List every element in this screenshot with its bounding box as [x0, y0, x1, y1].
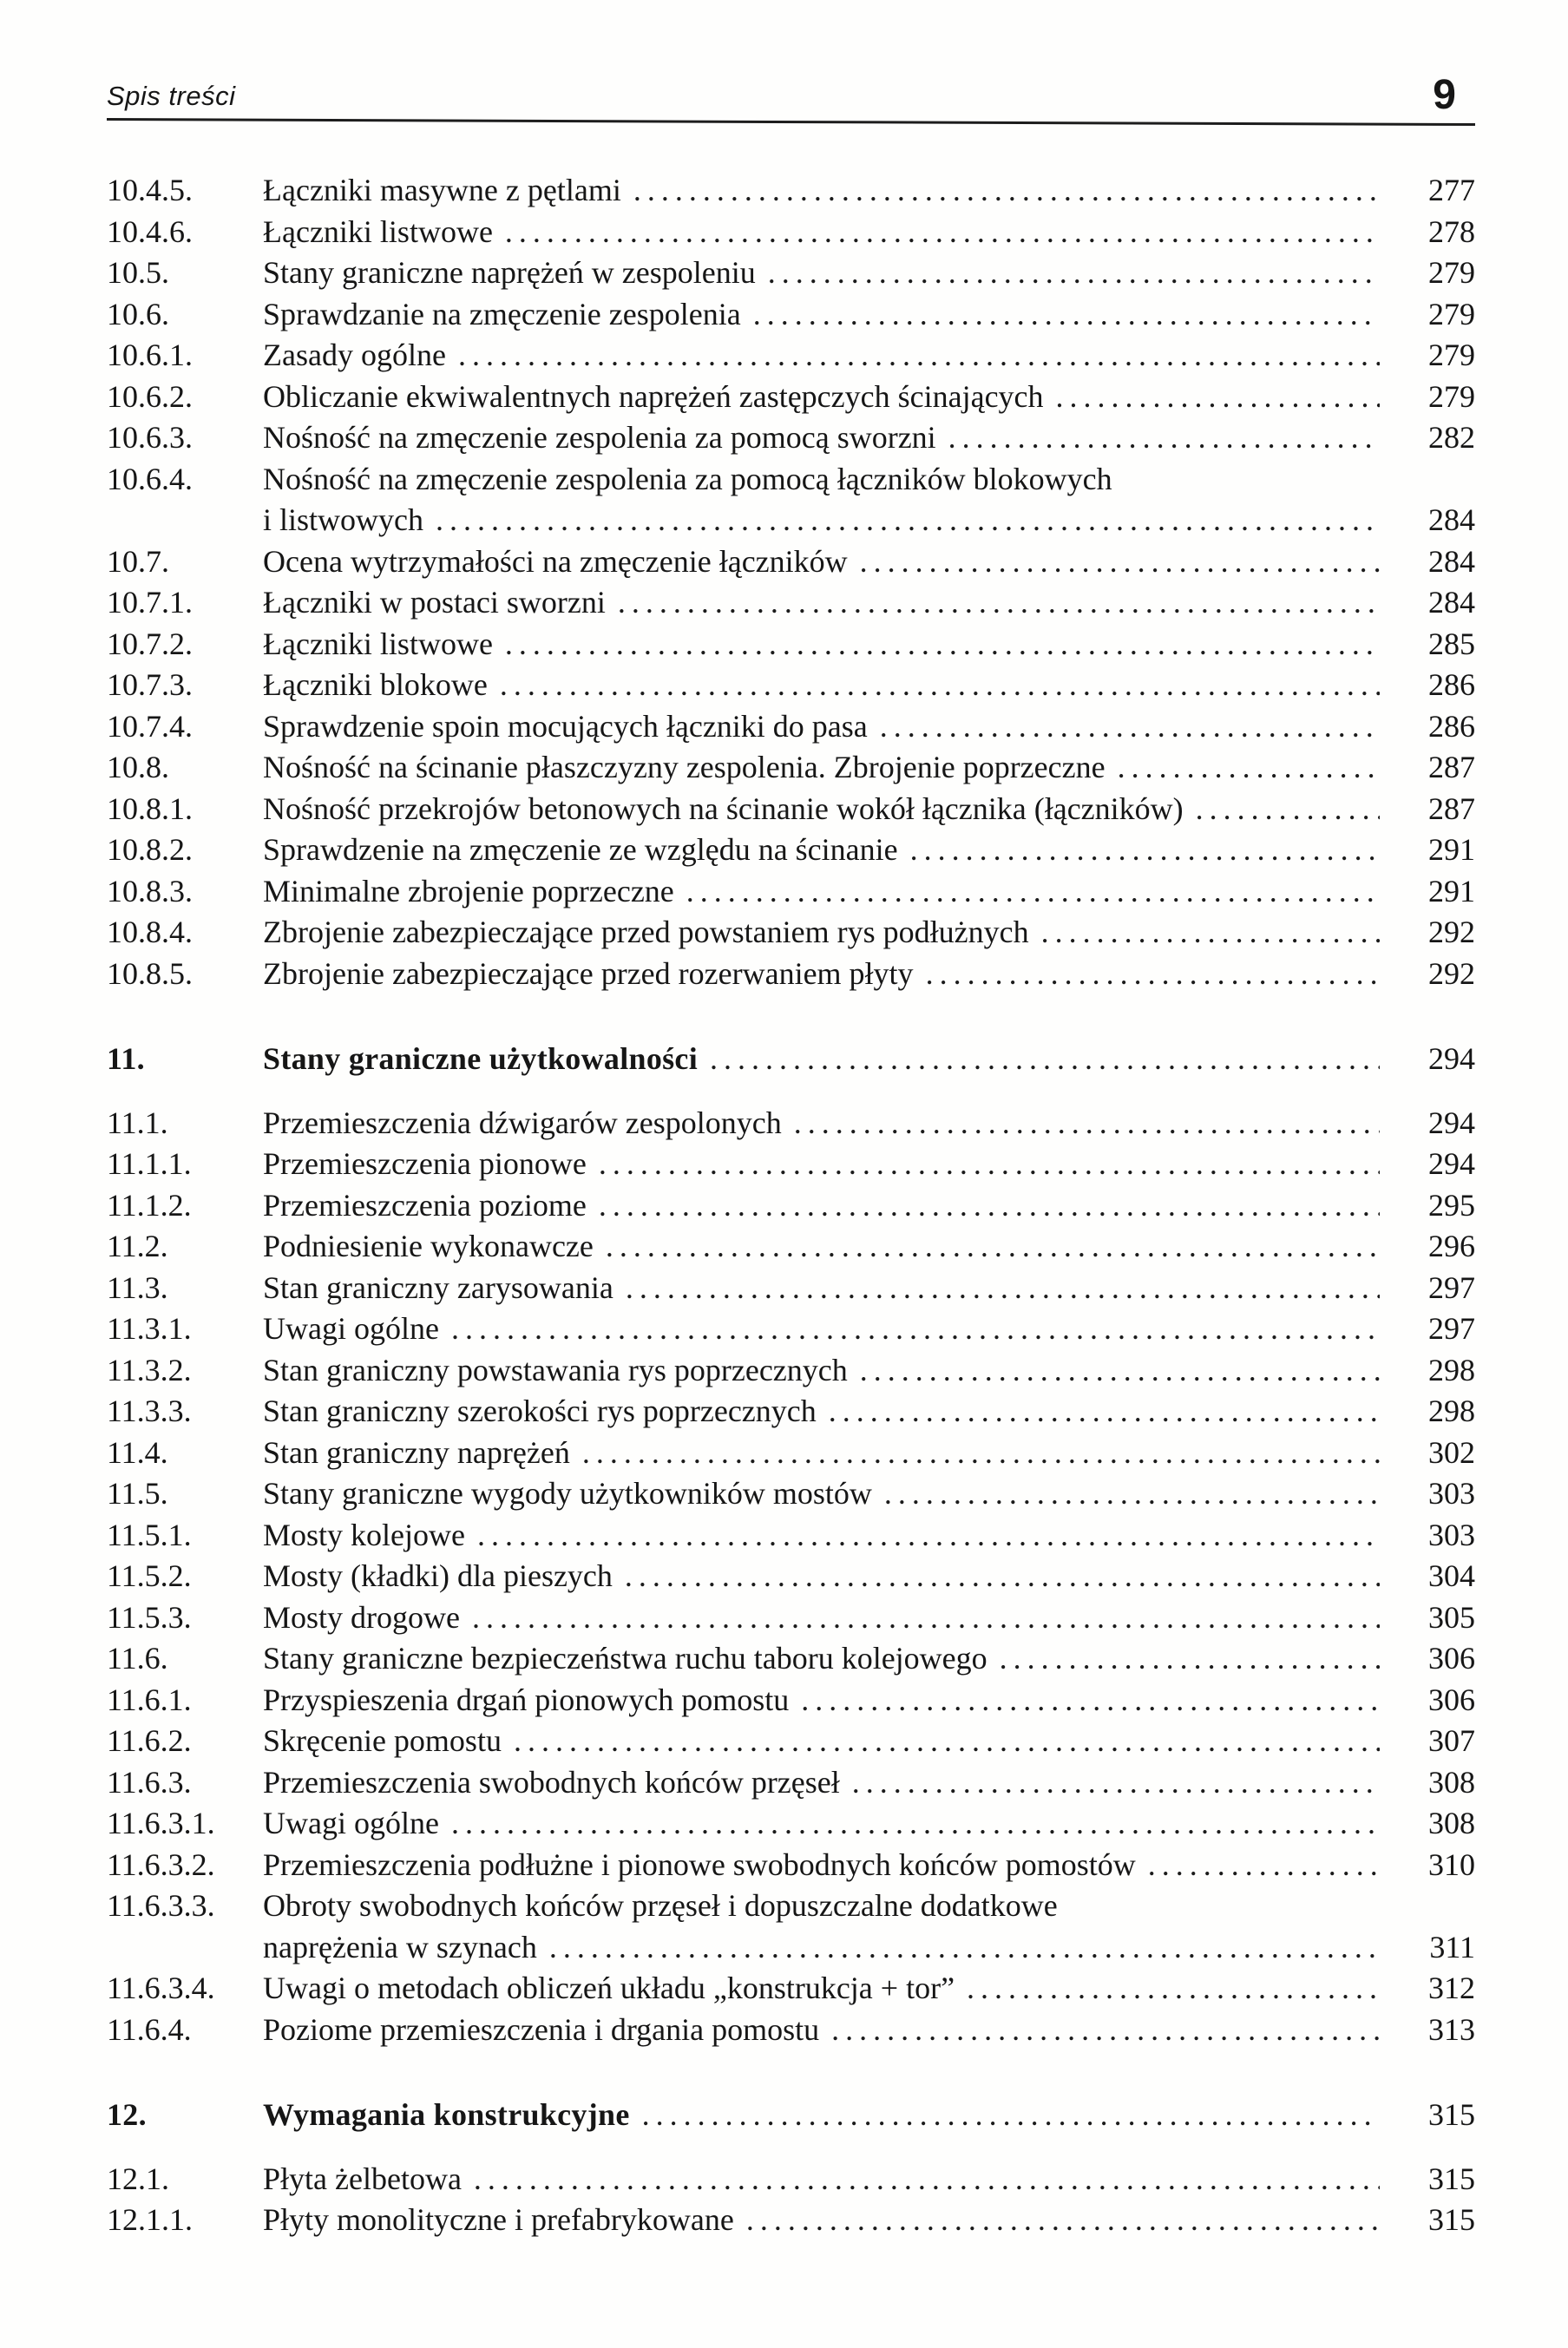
page-number: 279	[1428, 255, 1475, 290]
dot-leader	[599, 1185, 1380, 1227]
entry-title: Sprawdzanie na zmęczenie zespolenia	[263, 296, 741, 331]
entry-title: Mosty drogowe	[263, 1599, 460, 1635]
page-number: 296	[1428, 1229, 1475, 1263]
dot-leader	[633, 170, 1380, 212]
dot-leader	[768, 253, 1380, 294]
page-number: 279	[1428, 338, 1475, 372]
toc-entry	[107, 377, 1475, 418]
entry-number: 11.6.4.	[107, 2011, 192, 2047]
toc-entry	[107, 1391, 1475, 1433]
toc-entry	[107, 1845, 1475, 1886]
page-number: 292	[1428, 915, 1475, 949]
entry-number: 10.7.3.	[107, 667, 193, 702]
dot-leader	[500, 665, 1380, 706]
entry-title: Przemieszczenia pionowe	[263, 1146, 587, 1181]
toc-entry	[107, 1886, 1475, 1927]
toc-entry	[107, 1515, 1475, 1557]
entry-title: Nośność na zmęczenie zespolenia za pomocą łączników blokowych	[263, 461, 1112, 496]
dot-leader	[582, 1433, 1380, 1474]
entry-number: 11.6.1.	[107, 1682, 192, 1717]
dot-leader	[746, 2200, 1380, 2241]
page-number: 284	[1428, 585, 1475, 620]
toc-entry	[107, 1762, 1475, 1804]
entry-title: Łączniki blokowe	[263, 667, 488, 702]
toc-entry	[107, 253, 1475, 294]
entry-number: 11.6.2.	[107, 1723, 192, 1758]
toc-entry	[107, 1473, 1475, 1515]
entry-number: 11.	[107, 1041, 145, 1076]
toc-entry	[107, 1185, 1475, 1227]
page-number: 310	[1428, 1846, 1475, 1882]
page-number: 298	[1428, 1394, 1475, 1428]
page-number: 306	[1428, 1682, 1475, 1717]
page-number: 284	[1428, 502, 1475, 537]
entry-title: Stan graniczny naprężeń	[263, 1434, 570, 1470]
entry-title: Łączniki listwowe	[263, 626, 493, 661]
toc-entry	[107, 335, 1475, 377]
dot-leader	[948, 417, 1380, 459]
entry-title: i listwowych	[263, 502, 423, 537]
dot-leader	[831, 2010, 1380, 2051]
entry-number: 10.7.2.	[107, 626, 193, 661]
page-number: 284	[1428, 543, 1475, 579]
entry-number: 11.3.	[107, 1269, 168, 1305]
dot-leader	[1041, 912, 1380, 954]
entry-title: Ocena wytrzymałości na zmęczenie łączników	[263, 543, 848, 579]
toc-entry	[107, 706, 1475, 748]
toc-entry	[107, 747, 1475, 789]
entry-number: 10.4.5.	[107, 173, 193, 207]
page-number: 298	[1428, 1352, 1475, 1387]
page-number: 313	[1428, 2011, 1475, 2047]
dot-leader	[436, 500, 1380, 541]
entry-title: Przemieszczenia podłużne i pionowe swobodnych końców pomostów	[263, 1846, 1136, 1882]
page-number: 295	[1428, 1187, 1475, 1223]
entry-title: Przemieszczenia poziome	[263, 1187, 587, 1223]
dot-leader	[852, 1762, 1380, 1804]
page-number: 291	[1428, 832, 1475, 867]
entry-title: Stany graniczne bezpieczeństwa ruchu taboru kolejowego	[263, 1641, 987, 1676]
page-number: 315	[1428, 2161, 1475, 2196]
dot-leader	[710, 1039, 1380, 1080]
entry-title: Płyty monolityczne i prefabrykowane	[263, 2202, 734, 2237]
entry-title: Podniesienie wykonawcze	[263, 1229, 594, 1263]
dot-leader	[474, 2159, 1380, 2200]
dot-leader	[618, 582, 1380, 624]
toc-entry	[107, 1927, 1475, 1969]
entry-title: Przemieszczenia swobodnych końców przęseł	[263, 1764, 840, 1800]
page-number: 308	[1428, 1764, 1475, 1800]
entry-title: Przyspieszenia drgań pionowych pomostu	[263, 1682, 790, 1717]
entry-title: naprężenia w szynach	[263, 1929, 537, 1964]
page-header-title: Spis treści	[107, 81, 236, 111]
entry-title: Nośność na zmęczenie zespolenia za pomocą sworzni	[263, 420, 936, 455]
page-number: 308	[1428, 1806, 1475, 1840]
dot-leader	[626, 1268, 1380, 1309]
dot-leader	[686, 871, 1380, 913]
page-number: 286	[1428, 667, 1475, 702]
entry-number: 10.8.2.	[107, 832, 193, 867]
dot-leader	[794, 1103, 1380, 1144]
toc-entry	[107, 1721, 1475, 1762]
entry-number: 10.6.	[107, 296, 169, 331]
entry-title: Obliczanie ekwiwalentnych naprężeń zastępczych ścinających	[263, 378, 1044, 414]
toc-entry	[107, 1433, 1475, 1474]
page-number: 306	[1428, 1641, 1475, 1676]
page-number: 303	[1428, 1517, 1475, 1552]
toc-entry	[107, 1556, 1475, 1597]
entry-number: 11.6.3.2.	[107, 1846, 215, 1882]
toc-entry	[107, 1597, 1475, 1639]
entry-number: 10.4.6.	[107, 213, 193, 249]
entry-title: Przemieszczenia dźwigarów zespolonych	[263, 1105, 782, 1140]
dot-leader	[1118, 747, 1380, 789]
entry-number: 12.	[107, 2097, 147, 2132]
dot-leader	[599, 1144, 1380, 1185]
toc-entry	[107, 1638, 1475, 1680]
page-number: 287	[1428, 750, 1475, 784]
entry-title: Sprawdzenie spoin mocujących łączniki do pasa	[263, 708, 868, 744]
entry-title: Skręcenie pomostu	[263, 1723, 502, 1758]
entry-title: Łączniki masywne z pętlami	[263, 173, 621, 207]
dot-leader	[860, 1350, 1380, 1392]
entry-number: 11.5.1.	[107, 1517, 192, 1552]
toc-entry	[107, 830, 1475, 871]
entry-number: 11.5.2.	[107, 1558, 192, 1593]
entry-number: 11.2.	[107, 1229, 168, 1263]
toc-entry	[107, 1103, 1475, 1144]
entry-title: Stan graniczny zarysowania	[263, 1269, 613, 1305]
dot-leader	[1148, 1845, 1380, 1886]
entry-title: Stany graniczne wygody użytkowników mostów	[263, 1476, 872, 1511]
toc-entry	[107, 665, 1475, 706]
toc-entry	[107, 2159, 1475, 2200]
dot-leader	[642, 2095, 1380, 2136]
page-number: 302	[1428, 1434, 1475, 1470]
toc-entry	[107, 871, 1475, 913]
header-rule	[107, 118, 1475, 126]
entry-number: 10.6.4.	[107, 461, 193, 496]
entry-title: Stan graniczny powstawania rys poprzecznych	[263, 1352, 848, 1387]
entry-number: 10.8.1.	[107, 790, 193, 826]
entry-title: Zbrojenie zabezpieczające przed rozerwaniem płyty	[263, 955, 914, 991]
entry-number: 12.1.	[107, 2161, 169, 2196]
dot-leader	[926, 954, 1380, 995]
entry-title: Łączniki w postaci sworzni	[263, 585, 606, 620]
entry-number: 12.1.1.	[107, 2202, 193, 2237]
dot-leader	[910, 830, 1380, 871]
page-number: 285	[1428, 626, 1475, 661]
dot-leader	[1056, 377, 1380, 418]
page-number: 286	[1428, 708, 1475, 744]
dot-leader	[829, 1391, 1380, 1433]
dot-leader	[477, 1515, 1380, 1557]
page-number: 312	[1428, 1971, 1475, 2005]
toc-entry	[107, 212, 1475, 253]
entry-number: 10.5.	[107, 255, 169, 290]
entry-title: Minimalne zbrojenie poprzeczne	[263, 873, 674, 908]
toc-entry	[107, 1039, 1475, 1080]
entry-title: Uwagi ogólne	[263, 1311, 439, 1346]
entry-number: 11.6.3.4.	[107, 1971, 215, 2005]
toc-list	[107, 170, 1475, 2241]
page-number: 278	[1428, 213, 1475, 249]
page-number: 282	[1428, 420, 1475, 455]
entry-title: Wymagania konstrukcyjne	[263, 2097, 630, 2132]
entry-title: Stany graniczne naprężeń w zespoleniu	[263, 255, 756, 290]
page-number: 297	[1428, 1269, 1475, 1305]
entry-title: Poziome przemieszczenia i drgania pomostu	[263, 2011, 820, 2047]
entry-title: Uwagi o metodach obliczeń układu „konstrukcja + tor”	[263, 1971, 955, 2005]
entry-title: Stany graniczne użytkowalności	[263, 1041, 699, 1076]
dot-leader	[451, 1308, 1380, 1350]
page-number: 294	[1428, 1146, 1475, 1181]
entry-number: 10.6.1.	[107, 338, 193, 372]
page-number: 311	[1429, 1929, 1475, 1964]
page-number: 315	[1428, 2097, 1475, 2132]
entry-number: 11.5.	[107, 1476, 168, 1511]
entry-number: 11.3.3.	[107, 1394, 192, 1428]
toc-entry	[107, 500, 1475, 541]
page-number: 279	[1428, 378, 1475, 414]
page-number: 292	[1428, 955, 1475, 991]
toc-entry	[107, 541, 1475, 583]
dot-leader	[458, 335, 1380, 377]
entry-title: Mosty kolejowe	[263, 1517, 465, 1552]
entry-number: 11.6.3.1.	[107, 1806, 215, 1840]
dot-leader	[505, 624, 1380, 666]
dot-leader	[801, 1680, 1380, 1722]
page-number: 277	[1428, 173, 1475, 207]
entry-title: Sprawdzenie na zmęczenie ze względu na ścinanie	[263, 832, 898, 867]
page-number: 315	[1428, 2202, 1475, 2237]
entry-title: Stan graniczny szerokości rys poprzecznych	[263, 1394, 817, 1428]
dot-leader	[472, 1597, 1380, 1639]
page-number-header: 9	[1433, 72, 1456, 118]
entry-number: 10.8.	[107, 750, 169, 784]
entry-title: Płyta żelbetowa	[263, 2161, 462, 2196]
dot-leader	[505, 212, 1380, 253]
dot-leader	[967, 1968, 1380, 2010]
toc-entry	[107, 1268, 1475, 1309]
entry-number: 11.1.1.	[107, 1146, 192, 1181]
dot-leader	[860, 541, 1380, 583]
toc-entry	[107, 1226, 1475, 1268]
toc-entry	[107, 1680, 1475, 1722]
page-number: 304	[1428, 1558, 1475, 1593]
toc-entry	[107, 954, 1475, 995]
entry-number: 10.6.3.	[107, 420, 193, 455]
toc-entry	[107, 1803, 1475, 1845]
entry-title: Nośność przekrojów betonowych na ścinanie wokół łącznika (łączników)	[263, 790, 1184, 826]
dot-leader	[451, 1803, 1380, 1845]
toc-entry	[107, 294, 1475, 336]
page-number: 291	[1428, 873, 1475, 908]
entry-number: 10.8.3.	[107, 873, 193, 908]
entry-title: Nośność na ścinanie płaszczyzny zespolenia. Zbrojenie poprzeczne	[263, 750, 1105, 784]
entry-number: 11.5.3.	[107, 1599, 192, 1635]
entry-number: 11.1.	[107, 1105, 168, 1140]
entry-number: 10.7.	[107, 543, 169, 579]
entry-number: 11.3.2.	[107, 1352, 192, 1387]
entry-number: 11.6.	[107, 1641, 168, 1676]
page-number: 294	[1428, 1041, 1475, 1076]
page-number: 287	[1428, 790, 1475, 826]
entry-title: Mosty (kładki) dla pieszych	[263, 1558, 613, 1593]
toc-entry	[107, 2200, 1475, 2241]
toc-entry	[107, 1144, 1475, 1185]
entry-number: 10.8.5.	[107, 955, 193, 991]
entry-number: 11.1.2.	[107, 1187, 192, 1223]
entry-number: 11.4.	[107, 1434, 168, 1470]
entry-number: 10.8.4.	[107, 915, 193, 949]
dot-leader	[625, 1556, 1380, 1597]
page-number: 294	[1428, 1105, 1475, 1140]
toc-entry	[107, 459, 1475, 501]
toc-entry	[107, 912, 1475, 954]
dot-leader	[753, 294, 1380, 336]
dot-leader	[549, 1927, 1380, 1969]
toc-entry	[107, 624, 1475, 666]
entry-title: Obroty swobodnych końców przęseł i dopuszczalne dodatkowe	[263, 1888, 1058, 1923]
entry-number: 10.7.4.	[107, 708, 193, 744]
page-number: 297	[1428, 1311, 1475, 1346]
dot-leader	[880, 706, 1380, 748]
dot-leader	[1000, 1638, 1380, 1680]
entry-number: 10.6.2.	[107, 378, 193, 414]
toc-entry	[107, 170, 1475, 212]
dot-leader	[606, 1226, 1380, 1268]
page-number: 305	[1428, 1599, 1475, 1635]
running-head	[107, 72, 1475, 118]
entry-number: 11.6.3.3.	[107, 1888, 215, 1923]
page-number: 307	[1428, 1723, 1475, 1758]
entry-title: Łączniki listwowe	[263, 213, 493, 249]
dot-leader	[514, 1721, 1380, 1762]
toc-entry	[107, 1308, 1475, 1350]
entry-number: 10.7.1.	[107, 585, 193, 620]
dot-leader	[884, 1473, 1380, 1515]
entry-number: 11.3.1.	[107, 1311, 192, 1346]
page-number: 303	[1428, 1476, 1475, 1511]
entry-title: Uwagi ogólne	[263, 1806, 439, 1840]
entry-number: 11.6.3.	[107, 1764, 192, 1800]
page-number: 279	[1428, 296, 1475, 331]
toc-entry	[107, 2010, 1475, 2051]
toc-entry	[107, 417, 1475, 459]
toc-entry	[107, 1968, 1475, 2010]
entry-title: Zbrojenie zabezpieczające przed powstaniem rys podłużnych	[263, 915, 1029, 949]
toc-entry	[107, 2095, 1475, 2136]
dot-leader	[1196, 789, 1380, 830]
toc-entry	[107, 789, 1475, 830]
entry-title: Zasady ogólne	[263, 338, 446, 372]
toc-entry	[107, 1350, 1475, 1392]
toc-entry	[107, 582, 1475, 624]
